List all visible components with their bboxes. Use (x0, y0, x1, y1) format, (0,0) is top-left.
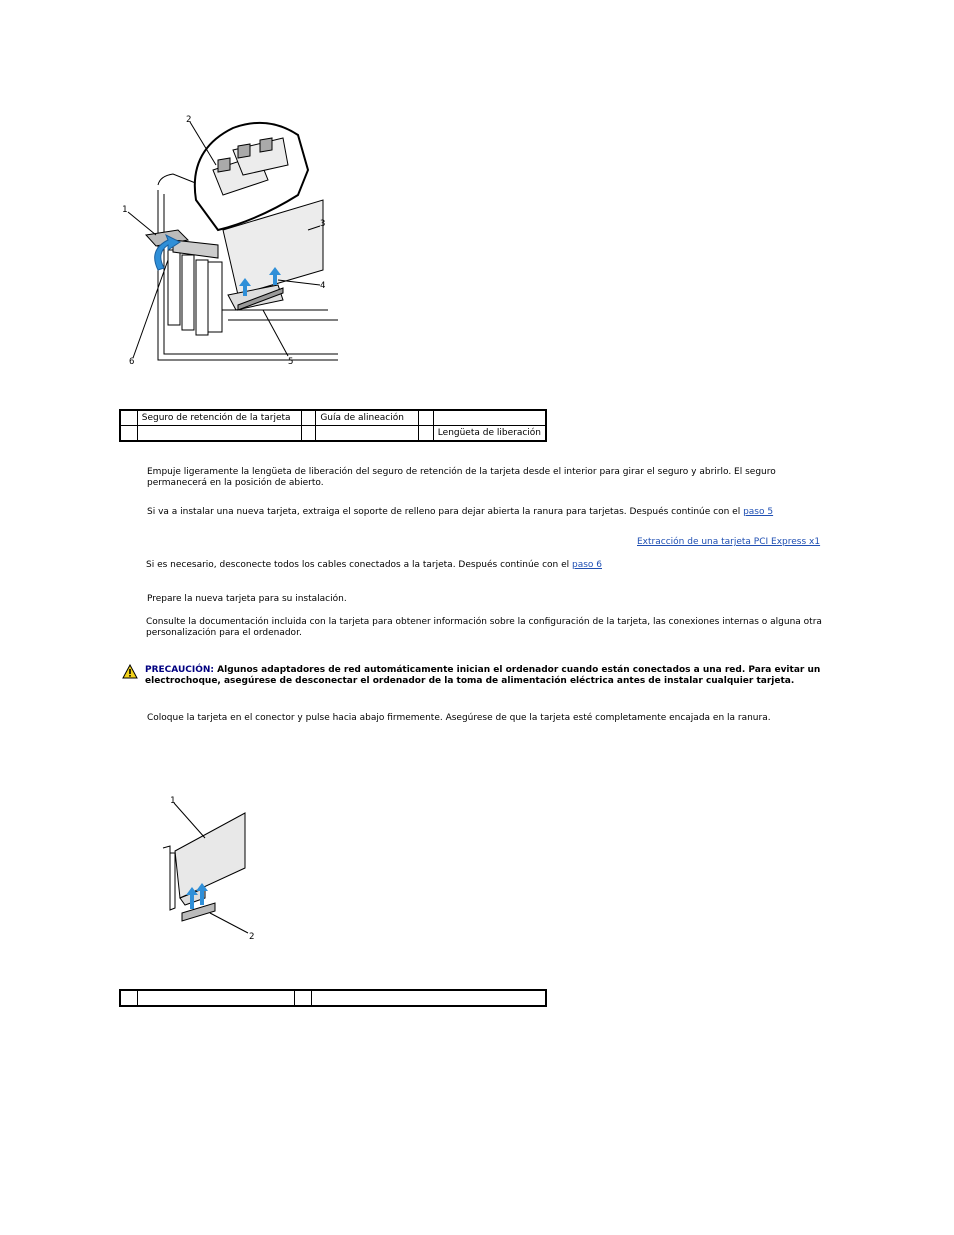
step-disconnect-cables (146, 560, 826, 571)
legend-num (418, 410, 433, 426)
legend-label: Seguro de retención de la tarjeta (137, 410, 301, 426)
table-row (120, 410, 546, 426)
figure-card-retention-latch (118, 110, 338, 372)
legend-num (120, 410, 137, 426)
caution-text: Algunos adaptadores de red automáticamente inician el ordenador cuando están conectados a una red. Para evitar un electrochoque, asegúrese de desconectar el ordenador de la toma de alimentación eléctrica antes de instalar cualquier tarjeta. (145, 665, 821, 686)
legend-num (418, 426, 433, 442)
callout-1: 1 (122, 205, 128, 215)
link-paso-5[interactable]: paso 5 (743, 507, 774, 517)
legend-num (301, 410, 316, 426)
table-row (120, 426, 546, 442)
legend-num (295, 990, 312, 1006)
legend-label (312, 990, 547, 1006)
step-insert-card: Coloque la tarjeta en el conector y pulse hacia abajo firmemente. Asegúrese de que la tarjeta esté completamente encajada en la ranura. (147, 713, 771, 723)
step-open-latch: Empuje ligeramente la lengüeta de liberación del seguro de retención de la tarjeta desde el interior para girar el seguro y abrirlo. El seguro permanecerá en la posición de abierto. (147, 467, 776, 488)
callout-4: 4 (320, 281, 326, 291)
callout-2: 2 (186, 115, 192, 125)
legend-num (120, 426, 137, 442)
caution-notice (145, 665, 825, 687)
figure-card-insertion (160, 793, 270, 943)
callout-6: 6 (129, 357, 135, 367)
legend-num (120, 990, 138, 1006)
caution-title: PRECAUCIÓN: (145, 665, 215, 675)
legend-num (301, 426, 316, 442)
note-documentation: Consulte la documentación incluida con la tarjeta para obtener información sobre la configuración de la tarjeta, las conexiones internas o alguna otra personalización para el ordenador. (146, 617, 822, 638)
legend-label (138, 990, 295, 1006)
legend-label (433, 410, 546, 426)
callout-3: 3 (320, 219, 326, 229)
legend-label (137, 426, 301, 442)
legend-label: Guía de alineación (316, 410, 419, 426)
link-remove-pci-express[interactable]: Extracción de una tarjeta PCI Express x1 (637, 537, 821, 547)
legend-label: Lengüeta de liberación (433, 426, 546, 442)
legend-label (316, 426, 419, 442)
link-paso-6[interactable]: paso 6 (571, 560, 602, 570)
callout-2: 2 (249, 932, 255, 942)
table-row (120, 990, 546, 1006)
step-remove-filler (147, 507, 827, 518)
step-text: Si es necesario, desconecte todos los cables conectados a la tarjeta. Después continúe con el (146, 560, 572, 570)
step-prepare-card: Prepare la nueva tarjeta para su instalación. (147, 594, 347, 604)
callout-5: 5 (288, 357, 294, 367)
step-text: Si va a instalar una nueva tarjeta, extraiga el soporte de relleno para dejar abierta la ranura para tarjetas. Después continúe con el (147, 507, 744, 517)
legend-table-2 (119, 989, 547, 1007)
warning-icon (122, 664, 138, 679)
legend-table-1 (119, 409, 547, 442)
callout-1: 1 (170, 796, 176, 806)
